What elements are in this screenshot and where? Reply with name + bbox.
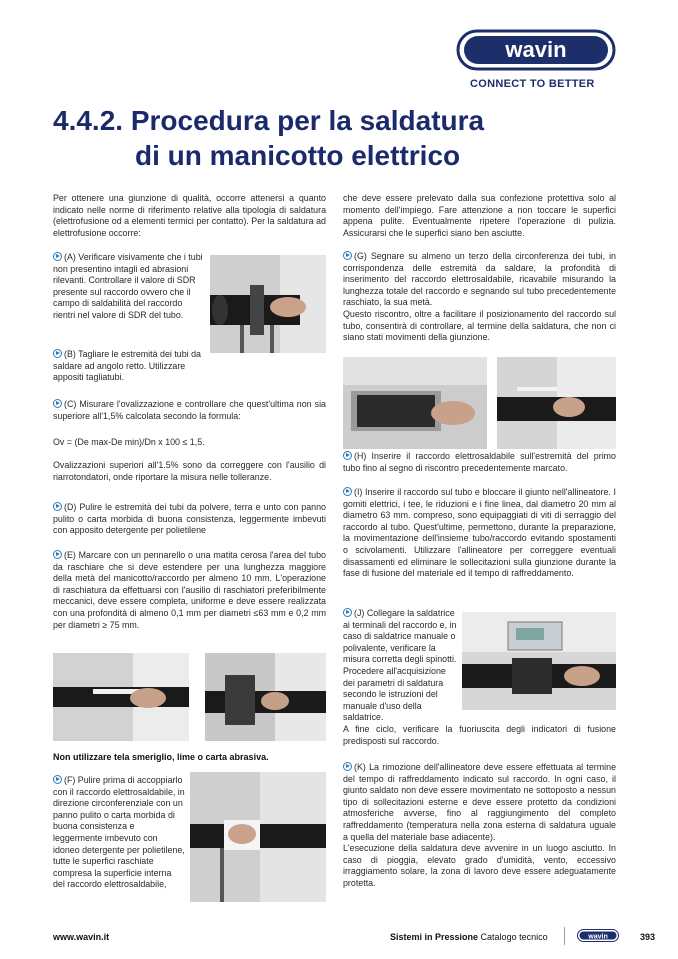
photo-welding-machine (462, 612, 616, 710)
photo-pipe-inspection (210, 255, 326, 353)
step-c: (C) Misurare l'ovalizzazione e controllare che quest'ultima non sia superiore all'1,5% calcolata secondo la formula: (53, 399, 326, 421)
bullet-icon (343, 762, 352, 771)
photo-pipe-marking (53, 653, 189, 741)
ovalization-note: Ovalizzazioni superiori all'1.5% sono da correggere con l'ausilio di riarrotondatori, onde riportare la misura nelle tolleranze. (53, 460, 326, 482)
photo-insertion-mark (497, 357, 616, 449)
footer-divider (564, 927, 565, 945)
bullet-icon (343, 251, 352, 260)
step-i: (I) Inserire il raccordo sul tubo e bloccare il giunto nell'allineatore. I gomiti elettrici, i tee, le riduzioni e i fine linea, dal diametro 20 mm al diametro 63 mm. compreso, sono equipaggiati di viti di serraggio del raccordo al tubo. Quest'ultime, permettono, durante la preparazione, la movimentazione dell'insieme tubo/raccordo evitando spostamenti o scivolamenti. Utilizzare l'allineatore per correggere eventuali disassamenti ed eliminare le sollecitazioni sulla giunzione durante la fase di fusione del materiale ed il tempo di raffreddamento. (343, 487, 616, 579)
footer-catalog: Sistemi in Pressione Catalogo tecnico (390, 932, 548, 942)
title-line-2: di un manicotto elettrico (135, 140, 461, 171)
page-title (53, 103, 613, 173)
intro-text: Per ottenere una giunzione di qualità, occorre attenersi a quanto indicato nelle norme di riferimento relative alla tipologia di saldatura (elettrofusione od a elementi termici per contatto). Per la saldatura ad elettrofusione occorre: (53, 193, 326, 238)
bullet-icon (53, 502, 62, 511)
bullet-icon (343, 487, 352, 496)
step-h: (H) Inserire il raccordo elettrosaldabile sull'estremità del primo tubo fino al segno di riscontro precedentemente marcato. (343, 451, 616, 473)
step-a: (A) Verificare visivamente che i tubi non presentino intagli ed abrasioni rilevanti. Controllare il valore di SDR presente sul raccordo ovvero che il campo di saldabilità del raccordo rientri nel valore di SDR del tubo. (53, 252, 203, 320)
step-f-continued: che deve essere prelevato dalla sua confezione protettiva solo al momento dell'impiego. Fare attenzione a non toccare le superfici appena pulite. Eventualmente ripetere l'operazione di pulizia. Assicurarsi che le superfici siano ben asciutte. (343, 193, 616, 238)
warning-text: Non utilizzare tela smeriglio, lime o carta abrasiva. (53, 752, 269, 762)
svg-text:wavin: wavin (505, 37, 567, 62)
bullet-icon (53, 252, 62, 261)
bullet-icon (53, 550, 62, 559)
step-e: (E) Marcare con un pennarello o una matita cerosa l'area del tubo da raschiare che si deve estendere per una lunghezza maggiore della metà del manicotto/raccordo per almeno 10 mm. L'operazione di raschiatura da effettuarsi con l'ausilio di raschiatori preferibilmente meccanici, deve essere completa, uniforme e deve essere realizzata con una profondità di almeno 0,1 mm per diametri ≤63 mm e 0,2 mm per diametri ≥ 75 mm. (53, 550, 326, 630)
svg-text:wavin: wavin (588, 933, 608, 941)
step-b: (B) Tagliare le estremità dei tubi da saldare ad angolo retto. Utilizzare appositi tagliatubi. (53, 349, 201, 383)
step-j-end: A fine ciclo, verificare la fuoriuscita degli indicatori di fusione predisposti sul raccordo. (343, 724, 616, 746)
photo-pipe-scraping (205, 653, 326, 741)
step-f: (F) Pulire prima di accoppiarlo con il raccordo elettrosaldabile, in direzione circonferenziale con un panno pulito o carta morbida di buona consistenza e leggermente imbevuto con idoneo detergente per polietilene, tutte le superfici raschiate compresa la superficie interna del raccordo elettrosaldabile, (53, 775, 185, 890)
title-line-1: 4.4.2. Procedura per la saldatura (53, 105, 485, 136)
step-j: (J) Collegare la saldatrice ai terminali del raccordo e, in caso di saldatrice manuale o polivalente, verificare la misura corretta degli spinotti. Procedere all'acquisizione dei parametri di saldatura secondo le istruzioni del manuale d'uso della saldatrice. (343, 608, 457, 723)
wavin-logo (456, 29, 616, 71)
footer-url: www.wavin.it (53, 932, 110, 942)
bullet-icon (53, 775, 62, 784)
bullet-icon (343, 608, 352, 617)
step-k: (K) La rimozione dell'allineatore deve essere effettuata al termine del tempo di raffreddamento indicato sul raccordo. In ogni caso, il giunto saldato non deve essere movimentato ne sottoposto a nessun tipo di sollecitazioni esterne e deve essere protetto da condizioni atmosferiche avverse, fino al raggiungimento del completo raffreddamento (temperatura nella zona esterna di saldatura uguale a quella del materiale base adiacente). L'esecuzione della saldatura deve avvenire in un luogo asciutto. In caso di pioggia, elevato grado d'umidità, vento, eccessivo irraggiamento solare, la zona di lavoro deve essere adeguatamente protetta. (343, 762, 616, 888)
photo-pipe-cleaning (190, 772, 326, 902)
photo-fitting-unwrap (343, 357, 487, 449)
bullet-icon (343, 451, 352, 460)
step-d: (D) Pulire le estremità dei tubi da polvere, terra e unto con panno pulito o carta morbida di buona consistenza, leggermente imbevuti con apposito detergente per polietilene (53, 502, 326, 536)
ovalization-formula: Ov = (De max-De min)/Dn x 100 ≤ 1,5. (53, 437, 205, 447)
step-g: (G) Segnare su almeno un terzo della circonferenza dei tubi, in corrispondenza delle estremità da saldare, la profondità di inserimento del raccordo elettrosaldabile, ricavabile misurando la lunghezza totale del raccordo e segnando sul tubo precedentemente raschiato, la sua metà. Questo riscontro, oltre a facilitare il posizionamento del raccordo sul tubo, consentirà di controllare, al termine della saldatura, che non ci siano stati movimenti della giunzione. (343, 251, 616, 343)
bullet-icon (53, 349, 62, 358)
page-number: 393 (640, 932, 656, 942)
tagline: CONNECT TO BETTER (470, 78, 595, 90)
footer-wavin-logo (577, 929, 619, 942)
bullet-icon (53, 399, 62, 408)
